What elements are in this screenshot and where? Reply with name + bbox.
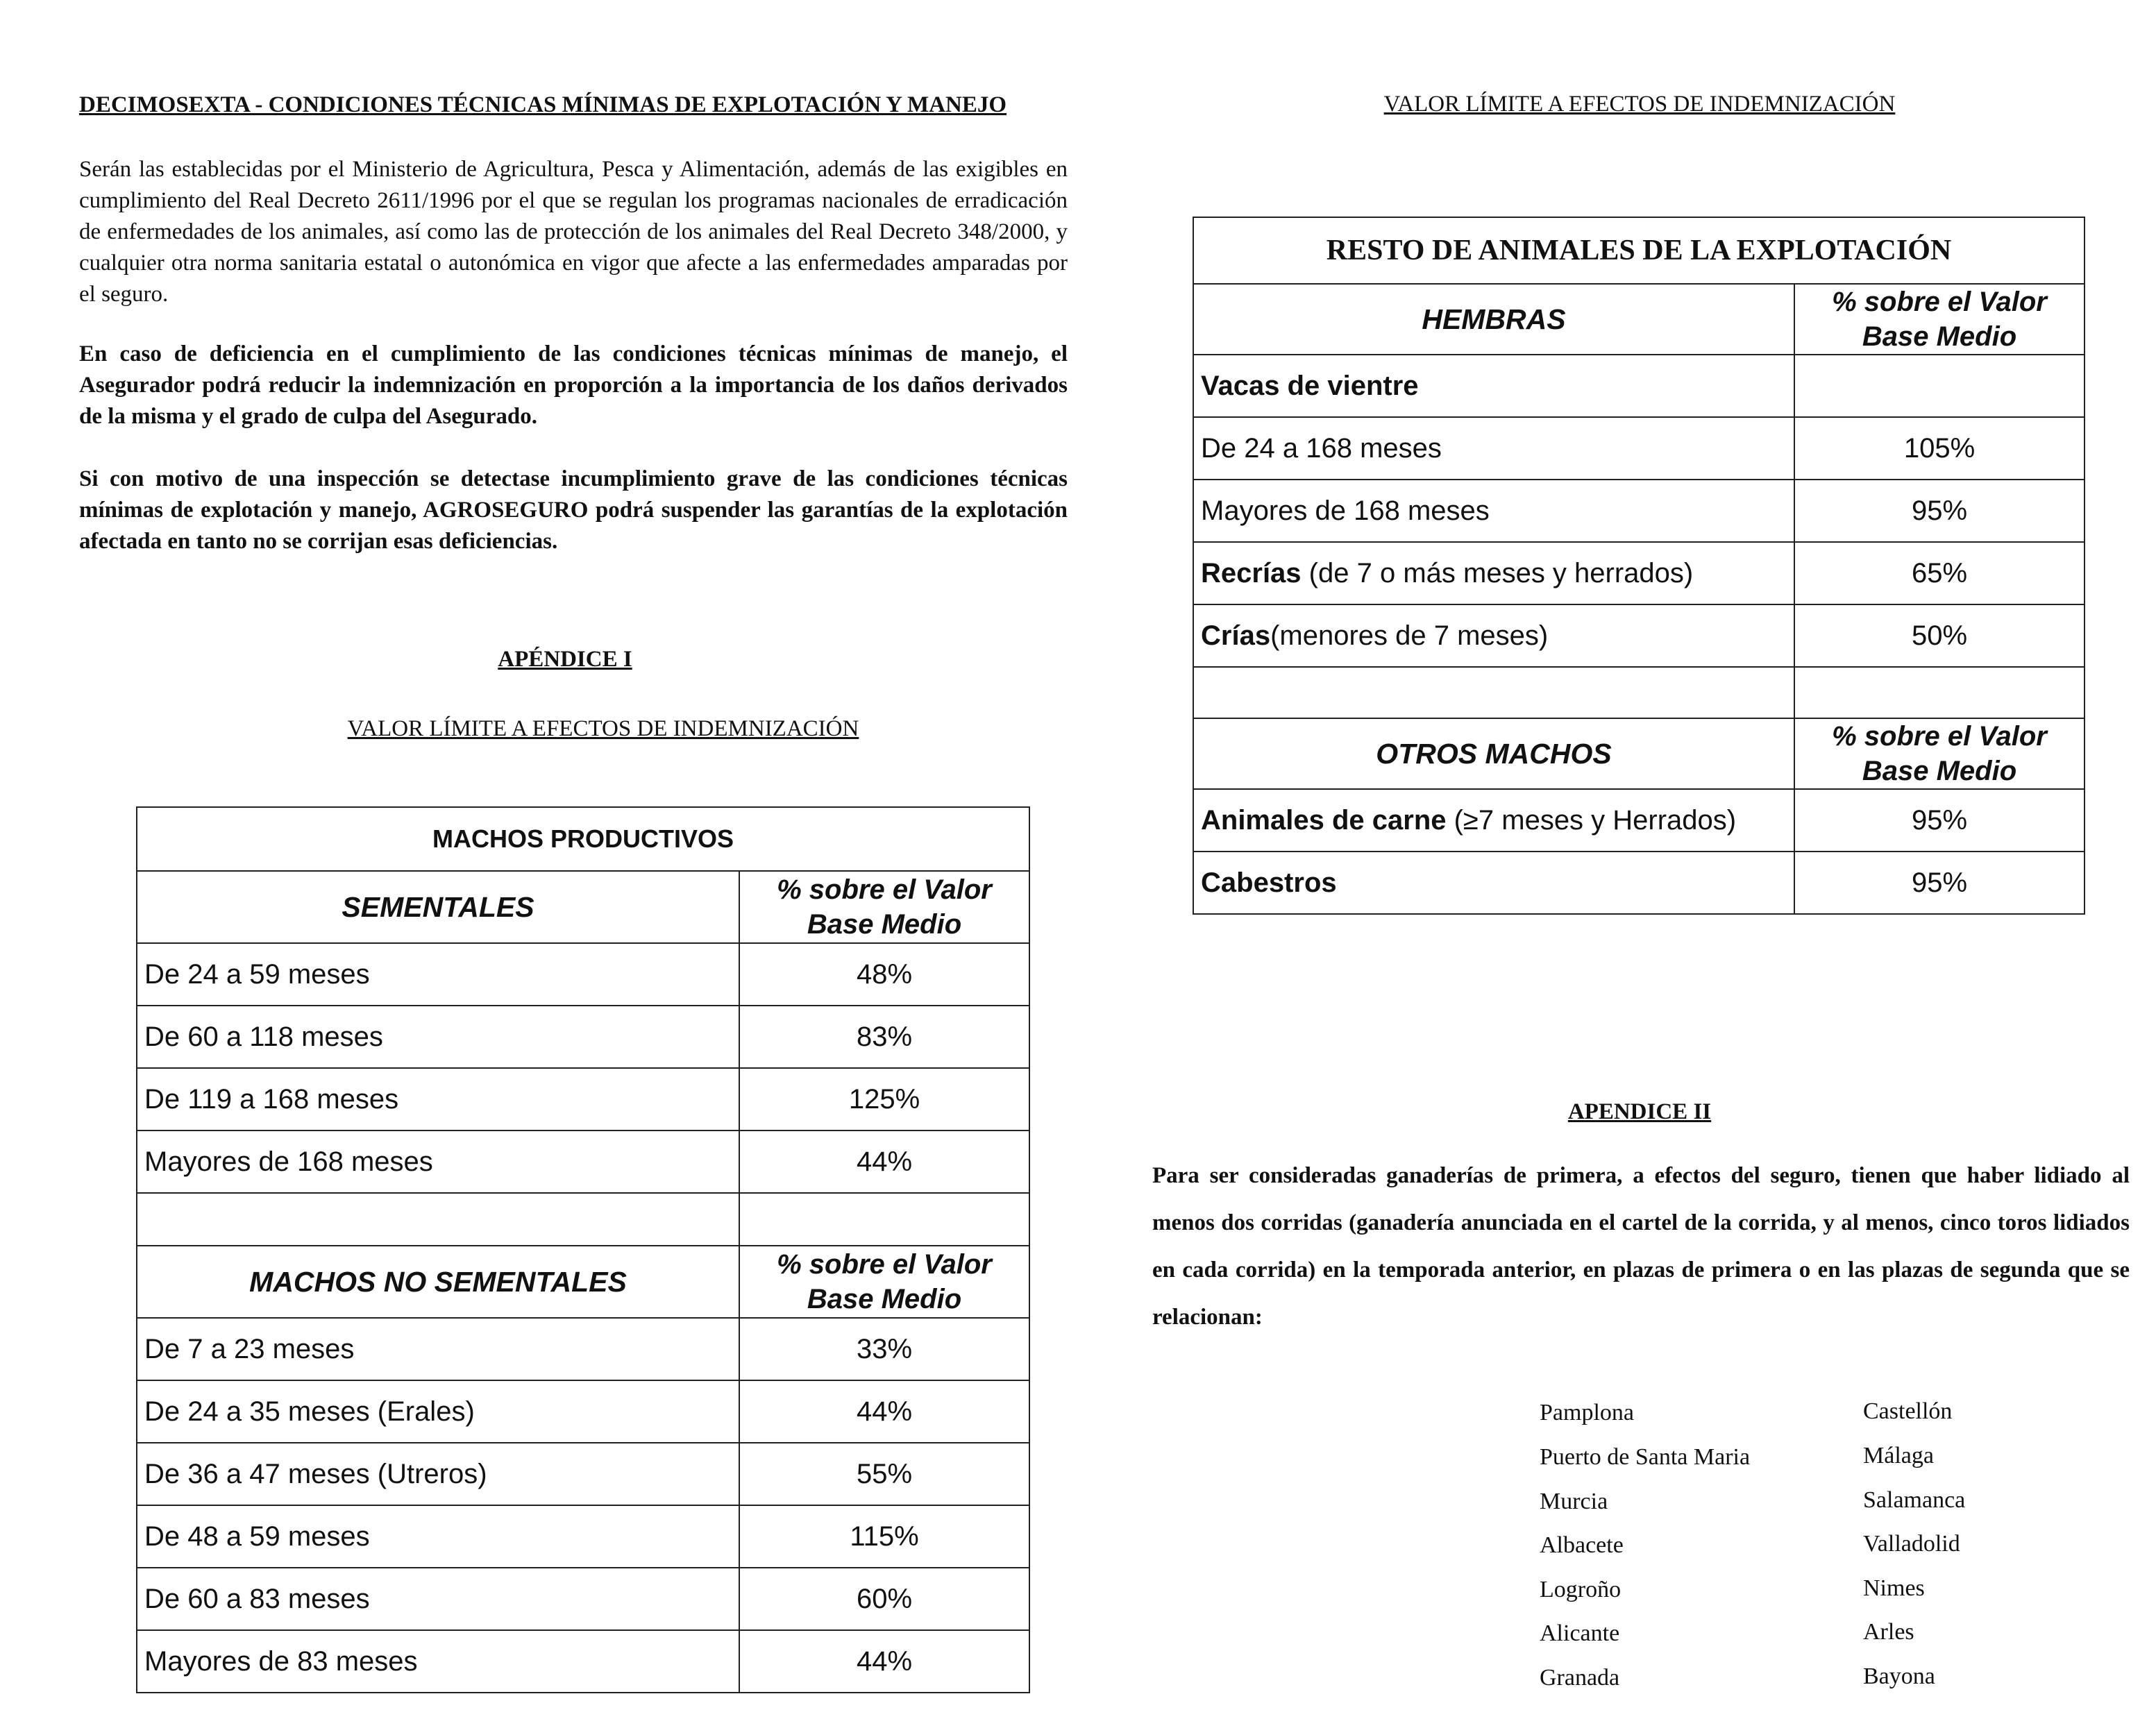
no-sementales-header: MACHOS NO SEMENTALES <box>137 1246 739 1318</box>
city-item: Murcia <box>1540 1489 1608 1514</box>
row-value: 60% <box>739 1568 1029 1630</box>
otros-machos-header: OTROS MACHOS <box>1193 718 1794 789</box>
table-header-row <box>1193 718 2085 789</box>
crias-detail: (menores de 7 meses) <box>1270 620 1549 651</box>
row-value: 105% <box>1794 417 2085 480</box>
row-value: 83% <box>739 1006 1029 1068</box>
table-row <box>1193 789 2085 852</box>
machos-productivos-table <box>136 806 1030 1693</box>
row-value: 44% <box>739 1380 1029 1443</box>
city-item: Alicante <box>1540 1620 1620 1646</box>
pct-header: % sobre el Valor Base Medio <box>1794 718 2085 789</box>
row-label: De 24 a 168 meses <box>1193 417 1794 480</box>
row-label: Mayores de 168 meses <box>1193 480 1794 542</box>
city-item: Málaga <box>1863 1443 1934 1468</box>
section-heading: DECIMOSEXTA - CONDICIONES TÉCNICAS MÍNIMAS DE EXPLOTACIÓN Y MANEJO <box>79 92 1007 117</box>
city-item: Albacete <box>1540 1532 1624 1558</box>
empty-row <box>137 1193 1029 1246</box>
empty-cell <box>739 1193 1029 1246</box>
valor-limite-title-left: VALOR LÍMITE A EFECTOS DE INDEMNIZACIÓN <box>347 716 859 741</box>
table-row <box>1193 355 2085 417</box>
row-label: De 48 a 59 meses <box>137 1505 739 1568</box>
paragraph-inspection: Si con motivo de una inspección se detectase incumplimiento grave de las condiciones técnicas mínimas de explotación y manejo, AGROSEGURO podrá suspender las garantías de la explotación afectada en tanto no se corrijan esas deficiencias. <box>79 466 1068 554</box>
table-row <box>137 1318 1029 1380</box>
apendice-2-title: APENDICE II <box>1567 1099 1712 1124</box>
vacas-label: Vacas de vientre <box>1201 370 1419 401</box>
table-row <box>137 943 1029 1006</box>
city-item: Nimes <box>1863 1575 1925 1601</box>
city-item: Valladolid <box>1863 1531 1960 1557</box>
table-title: MACHOS PRODUCTIVOS <box>137 807 1029 871</box>
hembras-header: HEMBRAS <box>1193 284 1794 355</box>
empty-cell <box>137 1193 739 1246</box>
cabestros-label: Cabestros <box>1201 867 1337 898</box>
row-label <box>1193 852 1794 914</box>
row-label: De 36 a 47 meses (Utreros) <box>137 1443 739 1505</box>
row-value: 33% <box>739 1318 1029 1380</box>
apendice-1-title: APÉNDICE I <box>498 647 632 672</box>
city-item: Granada <box>1540 1665 1620 1691</box>
row-value: 95% <box>1794 789 2085 852</box>
carne-bold: Animales de carne <box>1201 804 1447 836</box>
table-row <box>137 1568 1029 1630</box>
table-row <box>137 1006 1029 1068</box>
row-value: 65% <box>1794 542 2085 604</box>
empty-cell <box>1794 355 2085 417</box>
row-label: De 7 a 23 meses <box>137 1318 739 1380</box>
row-label: De 60 a 83 meses <box>137 1568 739 1630</box>
table-row <box>137 1630 1029 1693</box>
row-label <box>1193 542 1794 604</box>
table-header-row <box>137 871 1029 943</box>
resto-animales-table <box>1193 217 2085 915</box>
row-label: De 119 a 168 meses <box>137 1068 739 1131</box>
city-item: Salamanca <box>1863 1487 1966 1513</box>
row-label: De 24 a 35 meses (Erales) <box>137 1380 739 1443</box>
pct-header: % sobre el Valor Base Medio <box>739 871 1029 943</box>
row-label: De 60 a 118 meses <box>137 1006 739 1068</box>
row-value: 55% <box>739 1443 1029 1505</box>
table-row <box>137 1505 1029 1568</box>
empty-cell <box>1193 667 1794 718</box>
carne-detail: (≥7 meses y Herrados) <box>1446 804 1737 836</box>
valor-limite-title-right: VALOR LÍMITE A EFECTOS DE INDEMNIZACIÓN <box>1383 92 1896 117</box>
table-row <box>137 1131 1029 1193</box>
row-value: 44% <box>739 1630 1029 1693</box>
table-row <box>137 1380 1029 1443</box>
city-item: Arles <box>1863 1619 1914 1645</box>
table-title-row <box>1193 217 2085 284</box>
table-row <box>1193 542 2085 604</box>
city-item: Puerto de Santa Maria <box>1540 1444 1751 1470</box>
recrias-detail: (de 7 o más meses y herrados) <box>1301 557 1694 588</box>
row-label <box>1193 789 1794 852</box>
row-value: 95% <box>1794 480 2085 542</box>
table-row <box>137 1068 1029 1131</box>
table-row <box>1193 604 2085 667</box>
table-row <box>1193 852 2085 914</box>
row-value: 95% <box>1794 852 2085 914</box>
paragraph-conditions: Serán las establecidas por el Ministerio de Agricultura, Pesca y Alimentación, además de las exigibles en cumplimiento del Real Decreto 2611/1996 por el que se regulan los programas nacionales de erradicación de enfermedades de los animales, así como las de protección de los animales del Real Decreto 348/2000, y cualquier otra norma sanitaria estatal o autonómica en vigor que afecte a las enfermedades amparadas por el seguro. <box>79 157 1068 307</box>
city-item: Pamplona <box>1540 1400 1634 1425</box>
row-label: Mayores de 83 meses <box>137 1630 739 1693</box>
row-value: 125% <box>739 1068 1029 1131</box>
sementales-header: SEMENTALES <box>137 871 739 943</box>
table-row <box>137 1443 1029 1505</box>
row-label: Mayores de 168 meses <box>137 1131 739 1193</box>
row-value: 48% <box>739 943 1029 1006</box>
city-item: Bayona <box>1863 1663 1935 1689</box>
pct-header: % sobre el Valor Base Medio <box>739 1246 1029 1318</box>
recrias-bold: Recrías <box>1201 557 1302 588</box>
crias-bold: Crías <box>1201 620 1271 651</box>
table-row <box>1193 417 2085 480</box>
row-label: De 24 a 59 meses <box>137 943 739 1006</box>
apendice-2-paragraph: Para ser consideradas ganaderías de primera, a efectos del seguro, tienen que haber lidiado al menos dos corridas (ganadería anunciada en el cartel de la corrida, y al menos, cinco toros lidiados en cada corrida) en la temporada anterior, en plazas de primera o en las plazas de segunda que se relacionan: <box>1152 1163 2130 1330</box>
row-label <box>1193 604 1794 667</box>
table-row <box>1193 480 2085 542</box>
pct-header: % sobre el Valor Base Medio <box>1794 284 2085 355</box>
table-title: RESTO DE ANIMALES DE LA EXPLOTACIÓN <box>1193 217 2085 284</box>
table-header-row <box>1193 284 2085 355</box>
row-value: 44% <box>739 1131 1029 1193</box>
empty-row <box>1193 667 2085 718</box>
row-value: 50% <box>1794 604 2085 667</box>
row-label <box>1193 355 1794 417</box>
row-value: 115% <box>739 1505 1029 1568</box>
empty-cell <box>1794 667 2085 718</box>
city-item: Castellón <box>1863 1398 1953 1424</box>
table-title-row <box>137 807 1029 871</box>
table-header-row <box>137 1246 1029 1318</box>
paragraph-deficiency: En caso de deficiencia en el cumplimiento de las condiciones técnicas mínimas de manejo, el Asegurador podrá reducir la indemnización en proporción a la importancia de los daños derivados de la misma y el grado de culpa del Asegurado. <box>79 341 1068 429</box>
city-item: Logroño <box>1540 1577 1622 1602</box>
